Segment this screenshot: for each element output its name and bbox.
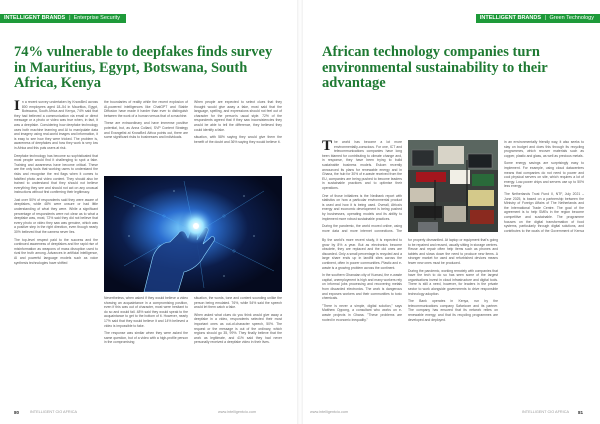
paragraph: the boundaries of reality while the recent explosion of AI-powered intelligences like ChatGPT and Stable Diffusion have made it harder than ever to distinguish between the work of a human versus that of a machine. [104, 100, 188, 118]
paragraph: for properly dismantled. At laptop or equipment that's going to be repaired and reused, usually sitting in storage centres. Reuse and repair often help items such as phones and tablets and slows down the need to produce new items. A stronger market for used and refurbished devices means fewer new ones must be produced. [408, 238, 498, 265]
paragraph: When people are expected to select clues that they thought would give away a fake, most said that the language, spelling, and expressions should not feel out of character for the person's usual style. 72% of the respondents agreed that if they saw inconsistencies they would be able to tell the difference, they believed they could identify a fake. [194, 100, 282, 132]
article-headline: African technology companies turn environmental sustainability to their advantage [322, 44, 548, 91]
paragraph: When asked what clues do you think would give away a deepfake in a video, respondents selected their most important ones as out-of-character speech, 50%. The request or the message is out of the ordinary, which regions should go 35, 99%. They finally believe that the work as legitimate, and 41% said they had never personally received a deepfake video in their lives. [194, 312, 282, 345]
section-bar [0, 14, 160, 23]
paragraph: situation, with 58% saying they would give them the benefit of the doubt and 36% saying they would believe it. [194, 135, 282, 144]
drop-cap: I [14, 98, 20, 114]
section-subject: Green Technology [549, 14, 600, 23]
paragraph: During the pandemic, the world moved online, using more data and more internet connections. The [322, 224, 402, 232]
article-column-3 [194, 100, 282, 170]
paragraph: In the southern Ghanaian city of Kumasi, the e-waste capital, unemployment is high and many workers rely on informal jobs processing and recovering metals from discarded electronics. The work is dangerous and exposes workers and their communities to toxic chemicals. [322, 273, 402, 301]
article-headline: 74% vulnerable to deepfakes finds survey in Mauritius, Egypt, Botswana, South Africa, Kenya [14, 44, 273, 91]
paragraph [322, 140, 402, 191]
magazine-name: INTELLIGENT CIO AFRICA [522, 410, 569, 414]
paragraph [14, 100, 98, 151]
paragraph: Nevertheless, when asked if they would believe a video showing an acquaintance in a compromising position, even if this was out of character, most were hesitant to do so and would fail. 48% said they would speak to the acquaintance to get to the bottom of it. However, nearly 17% said that they would believe it and 14% believed a video is impossible to fake. [104, 296, 188, 328]
paragraph: One of those initiatives is the Nedbank report with statistics on how a particular environmental product is used and how it is being used. Overall, Africa's energy and economic development is being pushed by businesses, operating models and its ability to implement more robust sustainable practices. [322, 193, 402, 221]
paragraph: The Bank operates in Kenya, run by the telecommunications company Safaricom and its partner. The company has ensured that its network relies on renewable energy, and that its recycling programmes are developed and deployed. [408, 299, 498, 322]
section-subject: Enterprise Security [74, 14, 126, 23]
paragraph: Deepfake technology has become so sophisticated that most people would find it challenging to spot a fake. Training and awareness have become critical. These are the only tools that working users to understand the risks and recognise the red flags when it comes to falsified photo and video content. They should also be trained to understand that they should not believe everything they see and should not act on any unusual instructions without first confirming their legitimacy. [14, 153, 98, 195]
article-column-2 [408, 238, 498, 404]
paragraph: situation, the words, tone and content sounding unlike the person being emulated. 76%, while 54% said the speech would let them catch a fake. [194, 296, 282, 310]
paragraph: By the world's more recent study, it is expected to grow by 8% a year. But as electronics become obsolete, they are replaced and the old ones are discarded. Only a small percentage is recycled and a large share ends up in landfill sites across the continent, often in poorer communities. Plastic and e-waste is a growing problem across the continent. [322, 238, 402, 270]
article-column-2 [104, 100, 188, 170]
paragraph: During the pandemic, working remotely with companies that have the tech to do so has seen some of the largest organisations invest in cloud infrastructure and digital tools. There is still a need, however, for leaders in the private sector to work alongside governments to drive responsible technology adoption. [408, 268, 498, 296]
magazine-name: INTELLIGENT CIO AFRICA [30, 410, 77, 414]
e-waste-pile-illustration [408, 140, 498, 232]
website-url: www.intelligentcio.com [218, 410, 257, 414]
section-separator: | [545, 14, 549, 23]
paragraph: These are extraordinary and have immense positive potential, but, as Anna Collard, SVP Content Strategy and Evangelist at KnowBe4 Africa points out, there are some significant risks to businesses and individuals. [104, 121, 188, 140]
right-page [300, 0, 600, 424]
page-number: 81 [578, 409, 584, 415]
page-footer [0, 408, 300, 416]
page-footer [300, 408, 600, 416]
paragraph: The response was similar when they were asked the same question, but of a video with a high-profile person in the compromising [104, 331, 188, 345]
website-url: www.intelligentcio.com [310, 410, 349, 414]
section-bar [440, 14, 600, 23]
e-waste-photo [408, 140, 498, 232]
spread-gutter [297, 0, 303, 424]
page-number: 80 [14, 409, 20, 415]
article-column-3-lower [194, 296, 282, 404]
paragraph-text: n a recent survey undertaken by KnowBe4 across 800 employees aged 18–54 in Mauritius, Egypt, Botswana, South Africa and Kenya, 74% said that they had believed a communication via email or direct message or a photo or video was true when, in fact, it was a deepfake. Considering how deepfake technology uses both machine learning and AI to manipulate data and imagery using real-world images and information, it is easy to see how they were tricked. The problem is, awareness of deepfakes and how they work is very low in Africa and this puts users at risk. [14, 100, 98, 150]
deepfake-hand-photo [104, 176, 282, 292]
article-column-2-lower [104, 296, 188, 404]
digital-hand-illustration [104, 176, 282, 292]
paragraph: The top-level respect paid to the success and the continued awareness of deepfakes and the rapid rise of misinformation as weapons of mass disruption used to rival the truth among. Advances in artificial intelligence, AI and powerful language models such as voice synthesis technologies have shifted [14, 237, 98, 265]
paragraph: Some energy savings are surprisingly easy to implement. For example, using cloud datacentres means that companies do not need to power and cool physical servers on site, which requires a lot of energy. Low-power chips and servers use up to 50% less energy. [504, 161, 584, 189]
paragraph: "There is never a simple, digital solution," says Matthew Oppong, a consultant who works on e-waste projects in Ghana. "These problems are rooted in economic inequality." [322, 303, 402, 322]
article-column-3 [504, 140, 584, 232]
paragraph: in an environmentally friendly way, it also seeks to stay on budget and does this through its recycling programmes, which recover materials such as copper, plastic and glass, as well as precious metals. [504, 140, 584, 158]
article-column-1-lower [322, 238, 402, 404]
section-separator: | [69, 14, 73, 23]
section-tag: INTELLIGENT BRANDS [476, 14, 545, 23]
article-column-1 [322, 140, 402, 232]
paragraph-text: he world has become a lot more environmentally-conscious. For one, ICT and telecommunications companies have long been blamed for contributing to climate change and, in response, they have been trying to build sustainable business models. Eskom recently announced its plans for renewable energy and in Ghana, the hub for 30% of e-waste received from the EU, companies are being pushed to become leaders in sustainable practices and to optimise their operations. [322, 140, 402, 190]
paragraph: Just over 50% of respondents said they were aware of deepfakes, while 48% were unsure or had little understanding of what they were. While a significant percentage of respondents were not clear as to what a deepfake was, most, 72% said they did not believe that every photo or video they saw was genuine, which was a positive step in the right direction, even though nearly 30% believed that the camera never lies. [14, 197, 98, 235]
paragraph: The Netherlands Trust Fund II, NTF, July 2021 – June 2025, is based on a partnership between the Ministry of Foreign Affairs of The Netherlands and the International Trade Centre. The goal of the agreement is to help SMEs in the region become competitive and sustainable. The programme focuses on the digital transformation of food systems, particularly through digital solutions, and contributes to the goals of the Government of Kenya [504, 191, 584, 232]
section-tag: INTELLIGENT BRANDS [0, 14, 69, 23]
article-column-1 [14, 100, 98, 268]
drop-cap: T [322, 140, 333, 154]
